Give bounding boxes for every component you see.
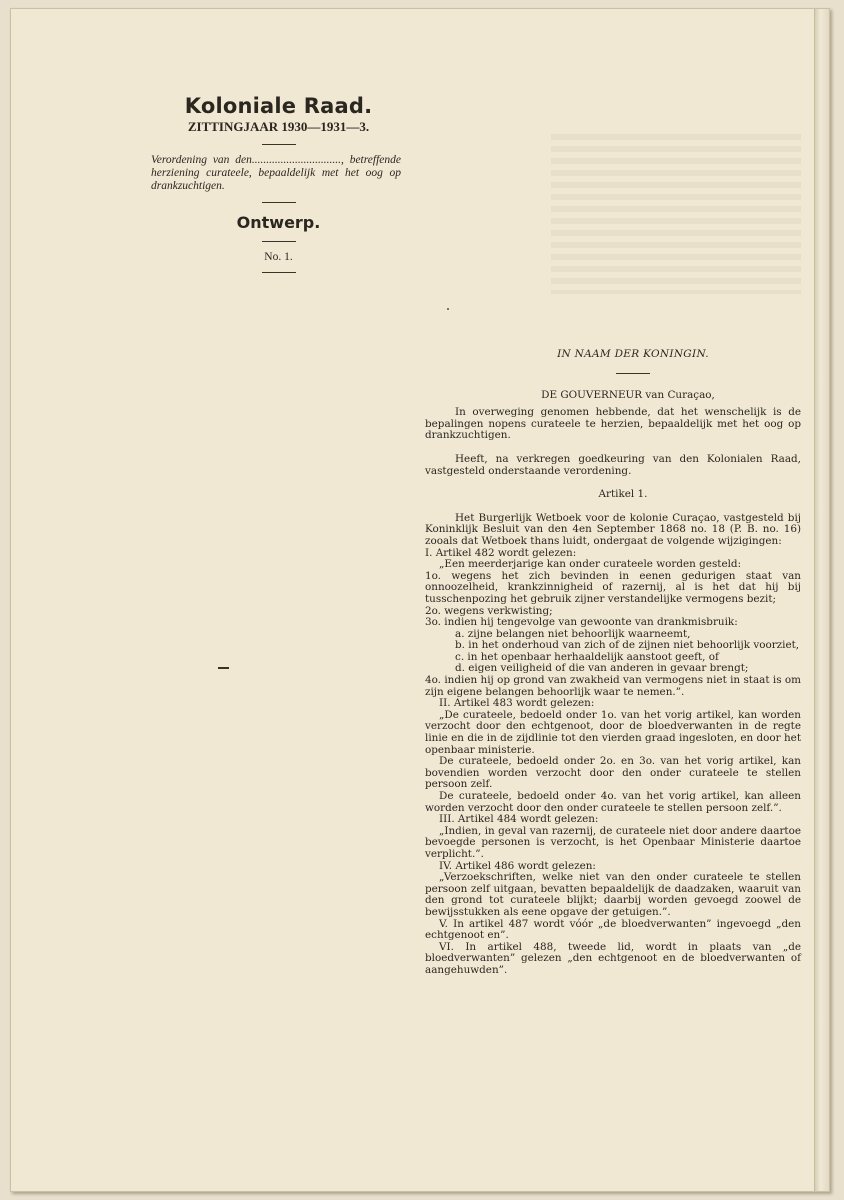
ordinance-description: Verordening van den..............................., betreffende herziening curateele, bepaaldelijk met het oog op drankzuchtigen. [151,154,401,192]
section-iii-paragraph: „Indien, in geval van razernij, de curateele niet door andere daartoe bevoegde personen is verzocht, is het Openbaar Ministerie daartoe verplicht.”. [425,824,801,860]
section-iv-paragraph: „Verzoekschriften, welke niet van den onder curateele te stellen persoon zelf uitgaan, bevatten bepaaldelijk de daadzaken, waaruit van den grond tot curateele blijkt; daarbij worden gevoegd zoowel de bewijsstukken als eene opgave der getuigen.”. [425,871,801,918]
section-i-item-1: 1o. wegens het zich bevinden in eenen gedurigen staat van onnoozelheid, krankzinnigheid of razernij, al is het dat hij bij tusschenpozing het gebruik zijner verstandelijke vermogens bezit; [425,569,801,605]
section-ii-paragraph-3: De curateele, bedoeld onder 4o. van het vorig artikel, kan alleen worden verzocht door den onder curateele te stellen persoon zelf.”. [425,790,801,814]
bleed-through [551,134,801,294]
section-i-heading: I. Artikel 482 wordt gelezen: [425,546,577,559]
article-heading: Artikel 1. [598,488,648,501]
margin-mark [218,667,229,669]
document-title: Koloniale Raad. [184,94,373,118]
divider [262,272,296,273]
divider [262,144,296,145]
section-vi-paragraph: VI. In artikel 488, tweede lid, wordt in plaats van „de bloedverwanten” gelezen „den echtgenoot en de bloedverwanten of aangehuwden”. [425,940,801,976]
section-v-paragraph: V. In artikel 487 wordt vóór „de bloedverwanten” ingevoegd „den echtgenoot en”. [425,917,801,942]
section-i-item-3a: a. zijne belangen niet behoorlijk waarneemt, [455,627,691,640]
section-ii-paragraph-1: „De curateele, bedoeld onder 1o. van het vorig artikel, kan worden verzocht door den echtgenoot, door de bloedverwanten in de regte linie en die in de zijdlinie tot den vierden graad ingesloten, en door het openbaar ministerie. [425,708,801,756]
divider [616,373,650,374]
section-ii-paragraph-2: De curateele, bedoeld onder 2o. en 3o. van het vorig artikel, kan bovendien worden verzocht door den onder curateele te stellen persoon zelf. [425,755,801,791]
divider [262,202,296,203]
section-i-item-3b: b. in het onderhoud van zich of de zijnen niet behoorlijk voorziet, [455,639,800,652]
governor-line: DE GOUVERNEUR van Curaçao, [541,388,715,401]
session-year: ZITTINGJAAR 1930—1931—3. [187,119,370,134]
section-i-item-4: 4o. indien hij op grond van zwakheid van vermogens niet in staat is om zijn eigene belangen behoorlijk waar te nemen.”. [425,674,801,698]
section-i-item-3: 3o. indien hij tengevolge van gewoonte van drankmisbruik: [425,616,738,629]
section-i-item-3c: c. in het openbaar herhaaldelijk aanstoot geeft, of [455,650,719,663]
approval-paragraph: Heeft, na verkregen goedkeuring van den Kolonialen Raad, vastgesteld onderstaande verordening. [425,452,801,477]
divider [262,241,296,242]
considering-paragraph: In overweging genomen hebbende, dat het wenschelijk is de bepalingen nopens curateele te herzien, bepaaldelijk met het oog op drankzuchtigen. [425,406,801,442]
page-edge [814,9,829,1191]
document-page [10,8,830,1192]
section-i-item-3d: d. eigen veiligheid of die van anderen in gevaar brengt; [455,662,749,675]
draft-label: Ontwerp. [236,213,321,232]
header-block [151,94,406,282]
ordinance-text [425,349,801,977]
section-iii-heading: III. Artikel 484 wordt gelezen: [439,813,599,826]
article-intro: Het Burgerlijk Wetboek voor de kolonie Curaçao, vastgesteld bij Koninklijk Besluit van den 4en September 1868 no. 18 (P. B. no. 16) zooals dat Wetboek thans luidt, ondergaat de volgende wijzigingen: [425,511,801,547]
section-i-item-2: 2o. wegens verkwisting; [425,604,553,617]
section-iv-heading: IV. Artikel 486 wordt gelezen: [439,859,596,872]
section-ii-heading: II. Artikel 483 wordt gelezen: [439,697,595,710]
margin-dot [447,308,449,310]
section-i-quote: „Een meerderjarige kan onder curateele worden gesteld: [439,558,742,571]
invocation: IN NAAM DER KONINGIN. [557,348,709,360]
document-number: No. 1. [264,251,293,263]
